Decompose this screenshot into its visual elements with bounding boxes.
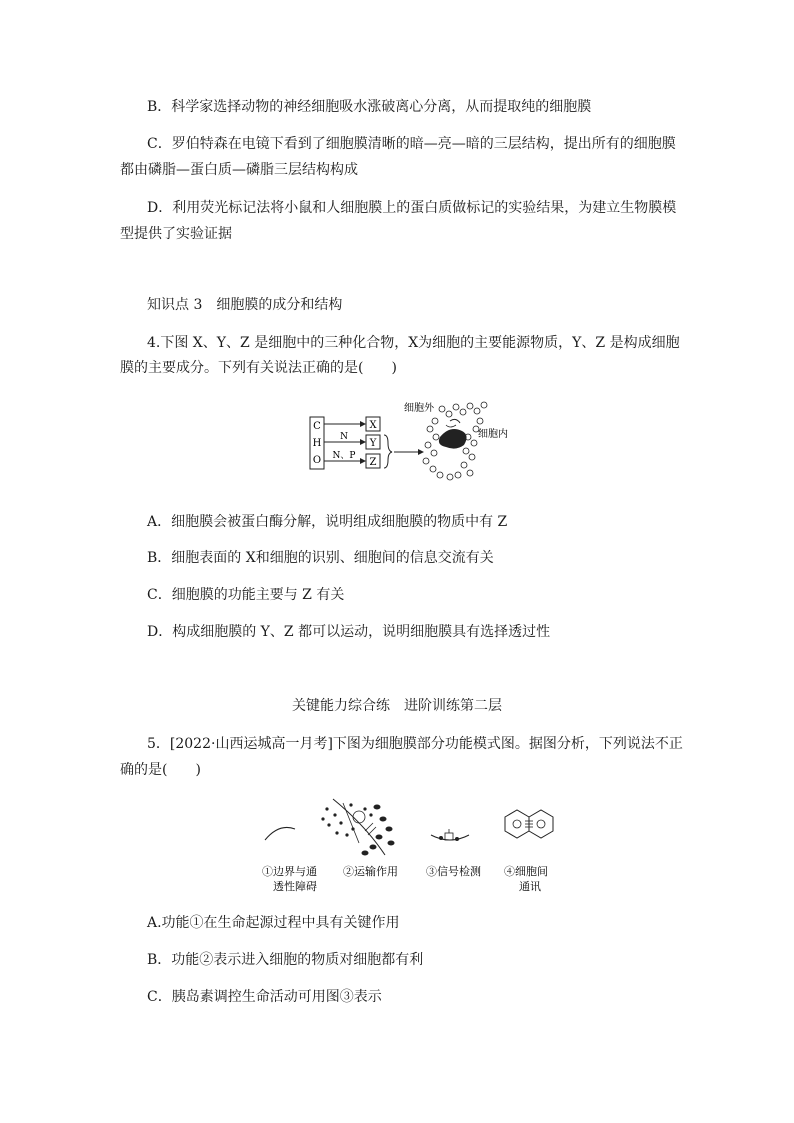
label-transport: ②运输作用	[343, 865, 398, 878]
section-key-heading: 关键能力综合练 进阶训练第二层	[292, 698, 502, 714]
q3-option-c-line2: 都由磷脂—蛋白质—磷脂三层结构构成	[120, 162, 358, 178]
arrow-label-n: N	[340, 432, 348, 442]
q4-option-c: C．细胞膜的功能主要与 Z 有关	[147, 587, 345, 603]
q5-option-b: B．功能②表示进入细胞的物质对细胞都有利	[147, 952, 424, 968]
q5-stem-line2: 确的是( )	[120, 762, 201, 778]
q3-option-d-line2: 型提供了实验证据	[120, 226, 232, 242]
label-boundary-line2: 透性障碍	[273, 880, 317, 893]
arrow-label-np: N、P	[332, 451, 356, 461]
q5-stem-line1: 5．[2022·山西运城高一月考]下图为细胞膜部分功能模式图。据图分析，下列说法不正	[147, 736, 683, 752]
label-signal: ③信号检测	[426, 865, 481, 878]
compound-z: Z	[369, 457, 377, 468]
element-o: O	[312, 455, 322, 466]
section-heading: 知识点 3 细胞膜的成分和结构	[147, 297, 343, 313]
q3-option-c-line1: C．罗伯特森在电镜下看到了细胞膜清晰的暗—亮—暗的三层结构，提出所有的细胞膜	[147, 136, 676, 152]
signal-detection-diagram	[431, 829, 469, 841]
q4-option-a: A．细胞膜会被蛋白酶分解，说明组成细胞膜的物质中有 Z	[147, 514, 508, 530]
label-communication-line2: 通讯	[519, 880, 541, 893]
q5-option-a: A.功能①在生命起源过程中具有关键作用	[147, 915, 400, 931]
outside-label: 细胞外	[404, 403, 434, 414]
compound-x: X	[369, 420, 377, 431]
boundary-arc	[265, 827, 295, 840]
q4-stem-line2: 膜的主要成分。下列有关说法正确的是( )	[120, 360, 397, 376]
cell-communication-diagram	[505, 810, 553, 838]
q3-option-d-line1: D．利用荧光标记法将小鼠和人细胞膜上的蛋白质做标记的实验结果，为建立生物膜模	[147, 200, 677, 216]
label-communication-line1: ④细胞间	[504, 865, 548, 878]
q5-figure	[255, 795, 575, 895]
compound-y: Y	[369, 438, 377, 449]
element-c: C	[313, 421, 321, 432]
q4-stem-line1: 4.下图 X、Y、Z 是细胞中的三种化合物，X为细胞的主要能源物质，Y、Z 是构成细胞	[147, 335, 680, 351]
element-h: H	[312, 438, 322, 449]
q5-option-c: C．胰岛素调控生命活动可用图③表示	[147, 989, 382, 1005]
transport-diagram	[321, 799, 394, 856]
label-boundary-line1: ①边界与通	[262, 865, 317, 878]
q3-option-b: B．科学家选择动物的神经细胞吸水涨破离心分离，从而提取纯的细胞膜	[147, 99, 592, 115]
q4-figure	[300, 395, 530, 485]
q4-option-d: D．构成细胞膜的 Y、Z 都可以运动，说明细胞膜具有选择透过性	[147, 624, 551, 640]
inside-label: 细胞内	[478, 429, 508, 440]
q4-option-b: B．细胞表面的 X和细胞的识别、细胞间的信息交流有关	[147, 550, 494, 566]
